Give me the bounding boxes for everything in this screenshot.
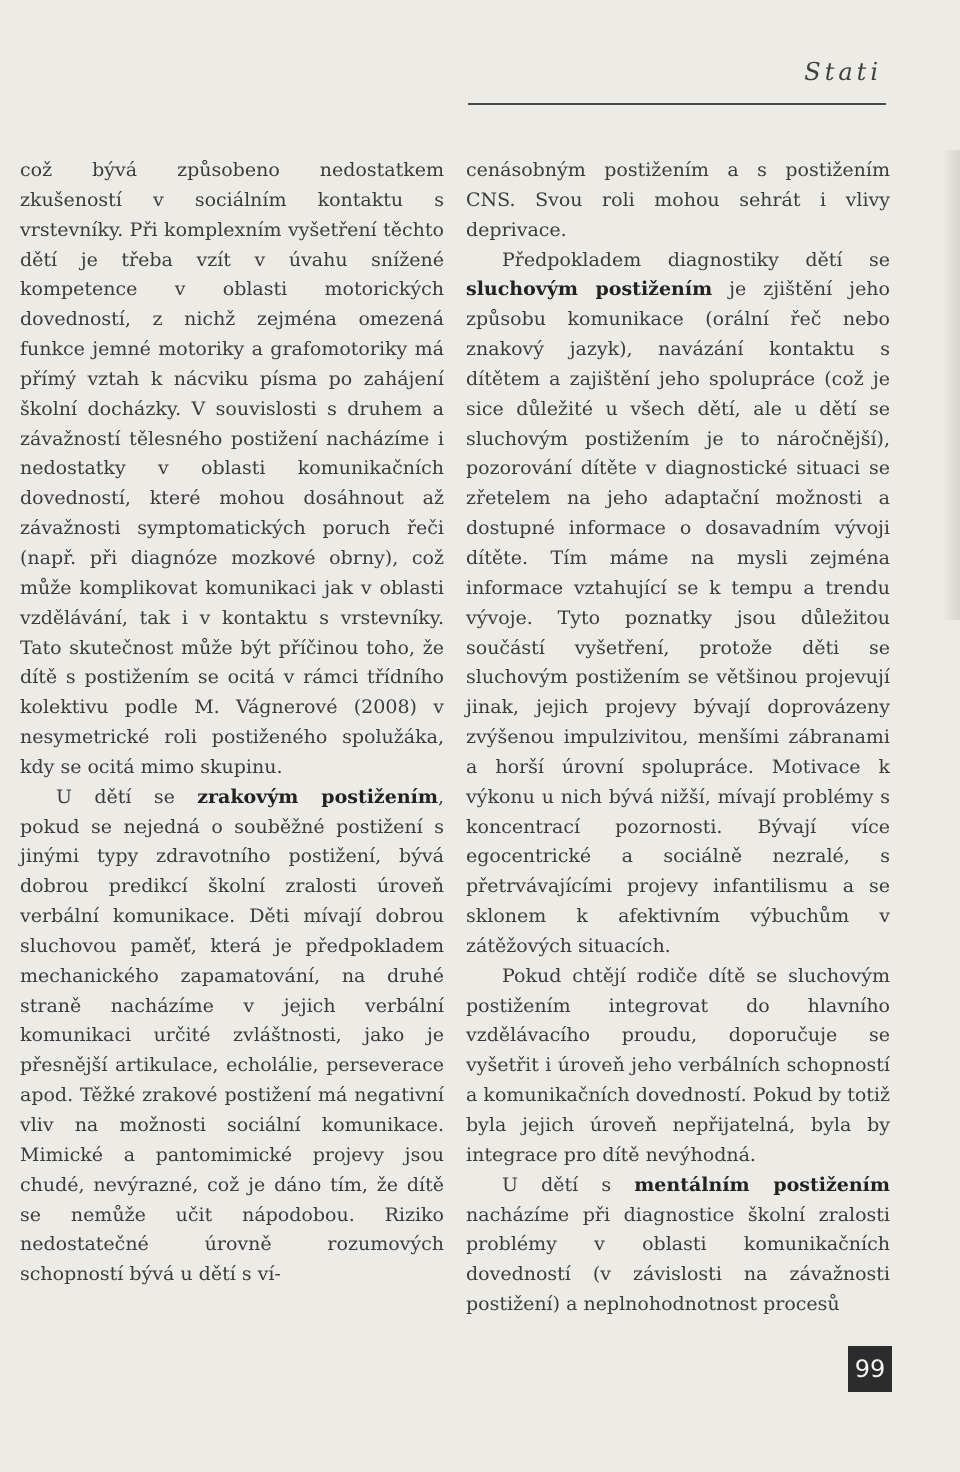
paragraph-text: , pokud se nejedná o souběžné postižení s jinými typy zdravotního postižení, bývá dobrou predikcí školní zralosti úroveň verbální komunikace. Děti mívají dobrou sluchovou paměť, která je předpokladem mechanického zapamatování, na druhé straně nacházíme v jejich verbální komunikaci určité zvláštnosti, jako je přesnější artikulace, echolálie, perseverace apod. Těžké zrakové postižení má negativní vliv na možnosti sociální komunikace. Mimické a pantomimické projevy jsou chudé, nevýrazné, což je dáno tím, že dítě se nemůže učit nápodobou. Riziko nedostatečné úrovně rozumových schopností bývá u dětí s ví- [20,785,444,1286]
paragraph-text: U dětí s [502,1173,635,1196]
right-column [466,156,890,1320]
paragraph [20,783,444,1290]
bold-term: mentálním postižením [634,1173,890,1196]
section-title: Stati [804,58,882,86]
paragraph-text: Předpokladem diagnostiky dětí se [502,248,890,271]
page-number: 99 [848,1346,892,1392]
page-edge-tab [942,150,960,620]
bold-term: sluchovým postižením [466,278,713,301]
paragraph [466,1171,890,1320]
paragraph: cenásobným postižením a s postižením CNS. Svou roli mohou sehrát i vlivy deprivace. [466,159,890,241]
paragraph-text: U dětí se [56,785,198,808]
header-rule [468,103,886,105]
paragraph: což bývá způsobeno nedostatkem zkušeností v sociálním kontaktu s vrstevníky. Při komplexním vyšetření těchto dětí je třeba vzít v úvahu snížené kompetence v oblasti motorických dovedností, z nichž zejména omezená funkce jemné motoriky a grafomotoriky má přímý vztah k nácviku písma po zahájení školní docházky. V souvislosti s druhem a závažností tělesného postižení nacházíme i nedostatky v oblasti komunikačních dovedností, které mohou dosáhnout až závažnosti symptomatických poruch řeči (např. při diagnóze mozkové obrny), což může komplikovat komunikaci jak v oblasti vzdělávání, tak i v kontaktu s vrstevníky. Tato skutečnost může být příčinou toho, že dítě s postižením se ocitá v rámci třídního kolektivu podle M. Vágnerové (2008) v nesymetrické roli postiženého spolužáka, kdy se ocitá mimo skupinu. [20,159,444,778]
paragraph: Pokud chtějí rodiče dítě se sluchovým postižením integrovat do hlavního vzdělávacího proudu, doporučuje se vyšetřit i úroveň jeho verbálních schopností a komunikačních dovedností. Pokud by totiž byla jejich úroveň nepřijatelná, byla by integrace pro dítě nevýhodná. [466,964,890,1166]
bold-term: zrakovým postižením [197,785,438,808]
paragraph [466,246,890,962]
paragraph-text: je zjištění jeho způsobu komunikace (orální řeč nebo znakový jazyk), navázání kontaktu s dítětem a zajištění jeho spolupráce (což je sice důležité u všech dětí, ale u dětí se sluchovým postižením je to náročnější), pozorování dítěte v diagnostické situaci se zřetelem na jeho adaptační možnosti a dostupné informace o dosavadním vývoji dítěte. Tím máme na mysli zejména informace vztahující se k tempu a trendu vývoje. Tyto poznatky jsou důležitou součástí vyšetření, protože děti se sluchovým postižením se většinou projevují jinak, jejich projevy bývají doprovázeny zvýšenou impulzivitou, menšími zábranami a horší úrovní spolupráce. Motivace k výkonu u nich bývá nižší, mívají problémy s koncentrací pozornosti. Bývají více egocentrické a sociálně nezralé, s přetrvávajícími projevy infantilismu a se sklonem k afektivním výbuchům v zátěžových situacích. [466,278,890,957]
left-column [20,156,444,1290]
paragraph-text: nacházíme při diagnostice školní zralosti problémy v oblasti komunikačních dovedností (v závislosti na závažnosti postižení) a neplnohodnotnost procesů [466,1203,890,1316]
